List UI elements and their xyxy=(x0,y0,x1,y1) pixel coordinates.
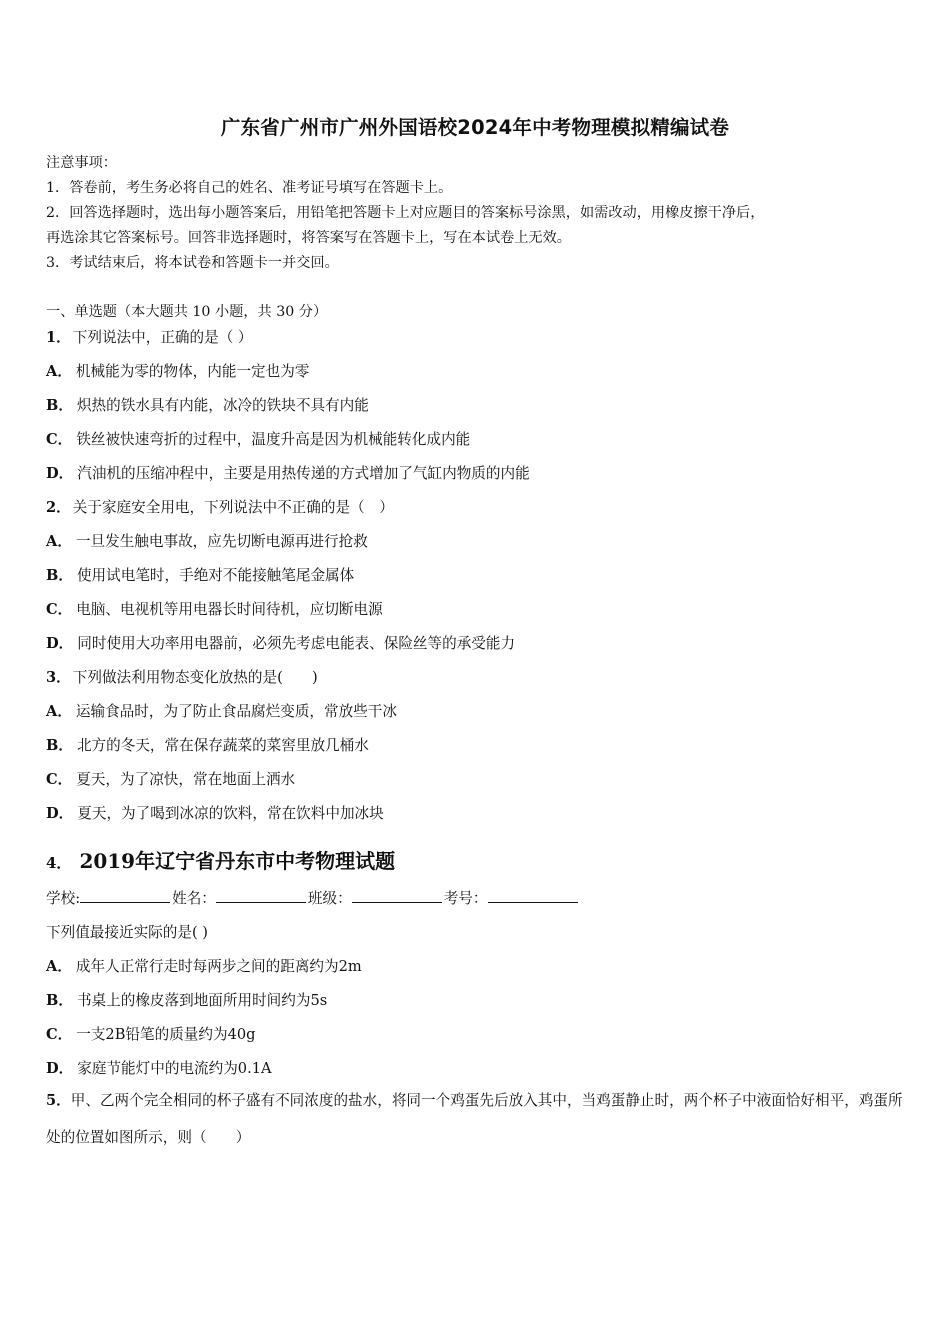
notice-item: 2．回答选择题时，选出每小题答案后，用铅笔把答题卡上对应题目的答案标号涂黑，如需改动，用橡皮擦干净后， xyxy=(46,205,765,221)
question-5 xyxy=(46,1082,908,1156)
option-label: C． xyxy=(46,1026,73,1043)
option-text: 电脑、电视机等用电器长时间待机，应切断电源 xyxy=(76,601,383,618)
option-label: C． xyxy=(46,431,73,448)
question-text: 下列做法利用物态变化放热的是( ) xyxy=(72,669,318,686)
question-3-option-b xyxy=(46,734,369,755)
option-text: 夏天，为了喝到冰凉的饮料，常在饮料中加冰块 xyxy=(77,805,384,822)
question-2-option-d xyxy=(46,632,515,653)
question-4-option-c xyxy=(46,1023,256,1044)
question-text: 下列说法中，正确的是（ ） xyxy=(72,329,253,346)
question-1-option-b xyxy=(46,394,369,415)
question-1-option-c xyxy=(46,428,470,449)
option-text: 铁丝被快速弯折的过程中，温度升高是因为机械能转化成内能 xyxy=(76,431,471,448)
option-label: D． xyxy=(46,805,74,822)
option-text: 书桌上的橡皮落到地面所用时间约为5s xyxy=(76,992,328,1009)
student-info-row xyxy=(46,887,580,908)
id-blank xyxy=(488,888,578,903)
question-1-option-a xyxy=(46,360,309,381)
option-label: C． xyxy=(46,601,73,618)
option-text: 一旦发生触电事故，应先切断电源再进行抢救 xyxy=(75,533,368,550)
option-label: A． xyxy=(46,533,72,550)
option-text: 使用试电笔时，手绝对不能接触笔尾金属体 xyxy=(76,567,355,584)
option-label: B． xyxy=(46,567,73,584)
option-text: 夏天，为了凉快，常在地面上洒水 xyxy=(76,771,296,788)
id-label: 考号： xyxy=(443,890,488,907)
question-4-stem: 下列值最接近实际的是( ) xyxy=(46,924,208,941)
question-number: 1． xyxy=(46,329,71,346)
question-3-stem xyxy=(46,666,318,687)
school-blank xyxy=(80,888,170,903)
question-1-option-d xyxy=(46,462,530,483)
option-label: B． xyxy=(46,397,73,414)
question-3-option-d xyxy=(46,802,384,823)
option-text: 同时使用大功率用电器前，必须先考虑电能表、保险丝等的承受能力 xyxy=(77,635,516,652)
option-label: A． xyxy=(46,363,72,380)
notice-item: 1．答卷前，考生务必将自己的姓名、准考证号填写在答题卡上。 xyxy=(46,180,453,196)
name-label: 姓名： xyxy=(172,890,216,907)
question-text: 关于家庭安全用电，下列说法中不正确的是（ ） xyxy=(72,499,394,516)
option-label: D． xyxy=(46,635,74,652)
option-label: A． xyxy=(46,958,72,975)
section-heading: 一、单选题（本大题共 10 小题，共 30 分） xyxy=(46,304,328,320)
question-4-heading xyxy=(46,845,395,874)
question-2-stem xyxy=(46,496,394,517)
question-number: 2． xyxy=(46,499,71,516)
option-label: C． xyxy=(46,771,73,788)
option-text: 运输食品时，为了防止食品腐烂变质，常放些干冰 xyxy=(75,703,397,720)
option-label: B． xyxy=(46,992,73,1009)
name-blank xyxy=(216,888,306,903)
question-4-option-a xyxy=(46,955,362,976)
question-number: 3． xyxy=(46,669,71,686)
option-text: 北方的冬天，常在保存蔬菜的菜窖里放几桶水 xyxy=(76,737,369,754)
option-text: 机械能为零的物体，内能一定也为零 xyxy=(75,363,310,380)
option-text: 一支2B铅笔的质量约为40g xyxy=(76,1026,256,1043)
question-3-option-c xyxy=(46,768,295,789)
question-4-title: 2019年辽宁省丹东市中考物理试题 xyxy=(79,849,396,873)
question-3-option-a xyxy=(46,700,397,721)
class-blank xyxy=(352,888,442,903)
question-2-option-a xyxy=(46,530,368,551)
option-label: A． xyxy=(46,703,72,720)
class-label: 班级： xyxy=(307,890,352,907)
option-text: 成年人正常行走时每两步之间的距离约为2m xyxy=(75,958,362,975)
question-4-option-b xyxy=(46,989,327,1010)
option-text: 家庭节能灯中的电流约为0.1A xyxy=(77,1060,272,1077)
option-text: 汽油机的压缩冲程中，主要是用热传递的方式增加了气缸内物质的内能 xyxy=(77,465,530,482)
school-label: 学校: xyxy=(46,890,81,907)
question-4-option-d xyxy=(46,1057,272,1078)
question-2-option-c xyxy=(46,598,383,619)
notice-item: 再选涂其它答案标号。回答非选择题时，将答案写在答题卡上，写在本试卷上无效。 xyxy=(46,230,571,246)
question-number: 4． xyxy=(46,854,72,872)
notice-item: 3．考试结束后，将本试卷和答题卡一并交回。 xyxy=(46,255,339,271)
option-label: B． xyxy=(46,737,73,754)
option-text: 炽热的铁水具有内能，冰冷的铁块不具有内能 xyxy=(76,397,369,414)
page-title: 广东省广州市广州外国语校2024年中考物理模拟精编试卷 xyxy=(220,116,730,139)
question-1-stem xyxy=(46,326,253,347)
question-number: 5． xyxy=(46,1092,71,1109)
option-label: D． xyxy=(46,1060,74,1077)
question-2-option-b xyxy=(46,564,354,585)
option-label: D． xyxy=(46,465,74,482)
notice-heading: 注意事项： xyxy=(46,155,117,171)
question-text: 甲、乙两个完全相同的杯子盛有不同浓度的盐水，将同一个鸡蛋先后放入其中，当鸡蛋静止时，两个杯子中液面恰好相平，鸡蛋所处的位置如图所示，则（ ） xyxy=(46,1092,903,1146)
